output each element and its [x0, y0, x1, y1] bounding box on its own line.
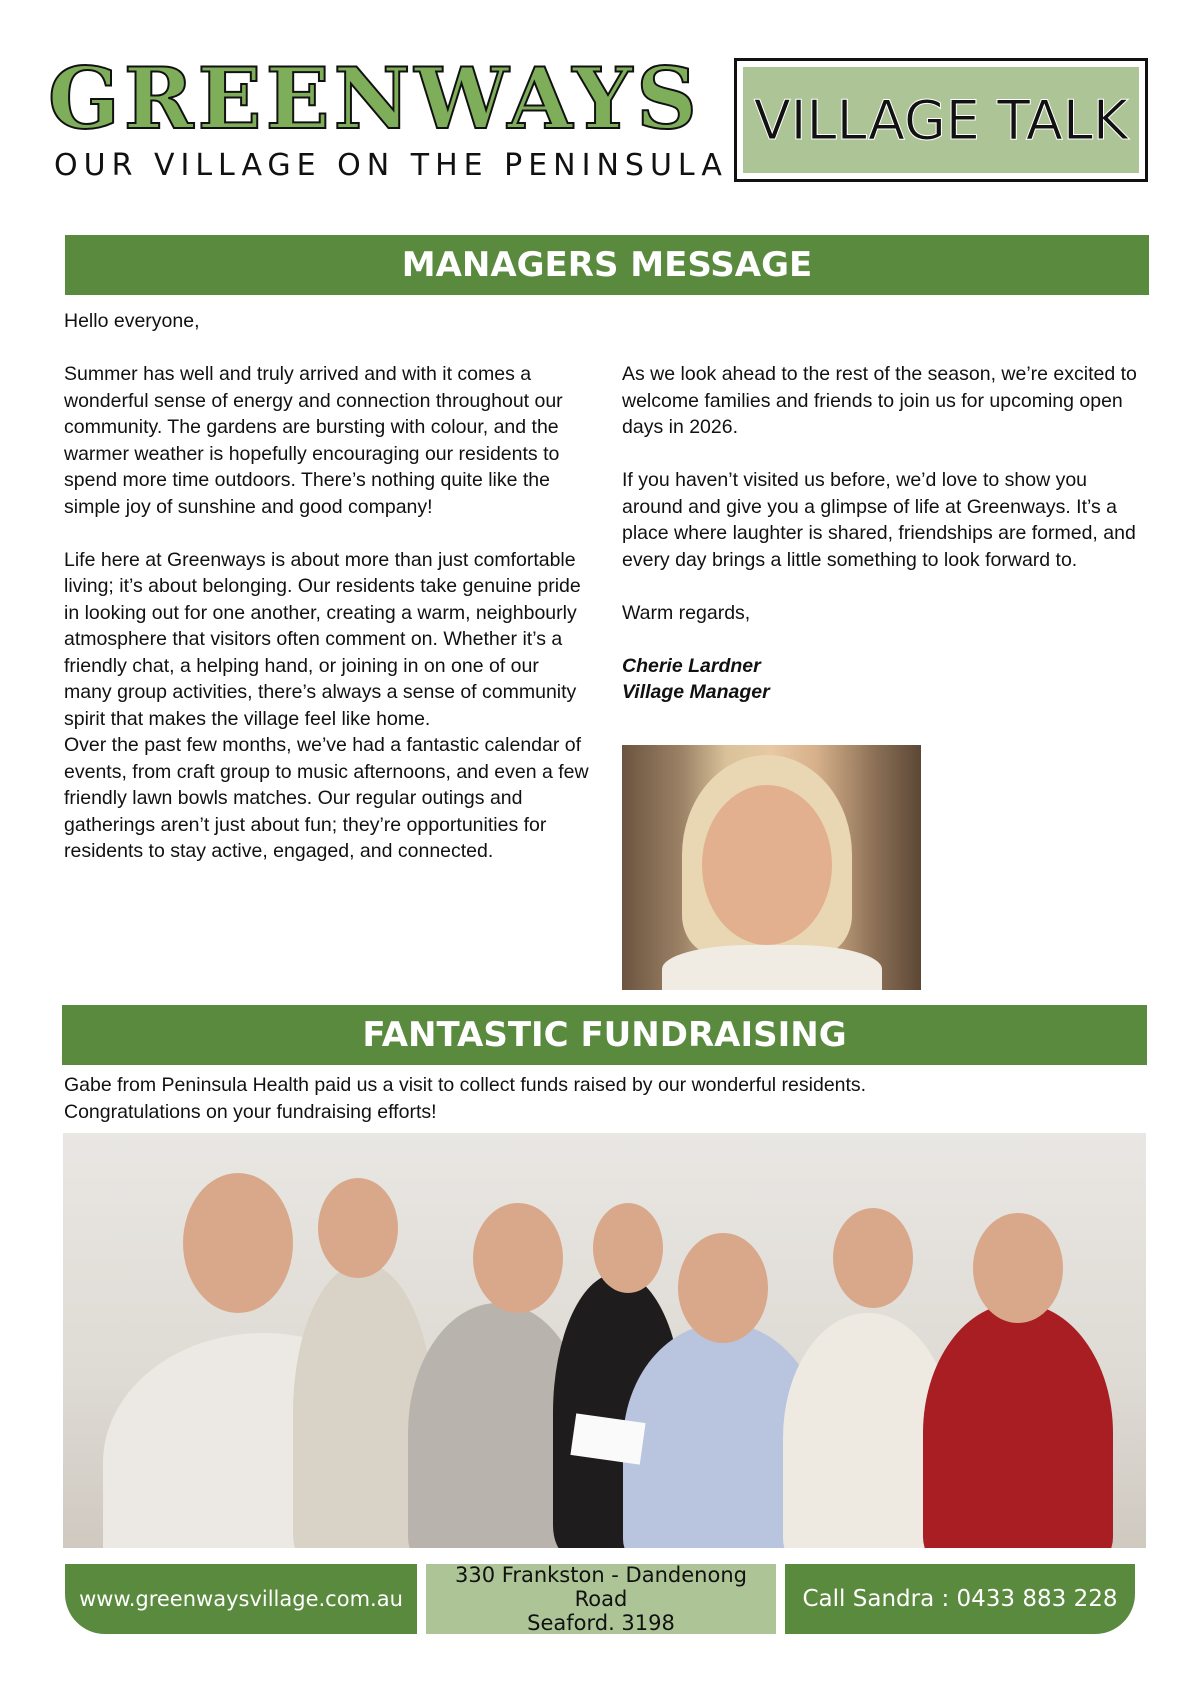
address-line: 330 Frankston - Dandenong Road: [455, 1563, 747, 1611]
publication-title: VILLAGE TALK: [743, 67, 1139, 173]
fundraising-heading: FANTASTIC FUNDRAISING: [62, 1005, 1147, 1065]
phone-contact[interactable]: Call Sandra : 0433 883 228: [785, 1564, 1135, 1634]
address-line: Seaford. 3198: [527, 1611, 675, 1635]
managers-left-column: [64, 308, 589, 865]
paragraph: Over the past few months, we’ve had a fantastic calendar of events, from craft group to music afternoons, and even a few friendly lawn bowls matches. Our regular outings and gatherings aren’t just about fun; they’re opportunities for residents to stay active, engaged, and connected.: [64, 734, 589, 862]
fundraising-text: [64, 1072, 1144, 1125]
managers-right-column: [622, 361, 1152, 706]
address-box: [426, 1564, 776, 1634]
paragraph: Summer has well and truly arrived and with it comes a wonderful sense of energy and connection throughout our community. The gardens are bursting with colour, and the warmer weather is hopefully encouraging our residents to spend more time outdoors. There’s nothing quite like the simple joy of sunshine and good company!: [64, 363, 563, 518]
managers-message-heading: MANAGERS MESSAGE: [65, 235, 1149, 295]
tagline: OUR VILLAGE ON THE PENINSULA: [54, 148, 728, 183]
signature-title: Village Manager: [622, 681, 770, 703]
greeting: Hello everyone,: [64, 310, 200, 332]
closing: Warm regards,: [622, 601, 751, 624]
website-link[interactable]: www.greenwaysvillage.com.au: [65, 1564, 417, 1634]
signature-name: Cherie Lardner: [622, 654, 761, 677]
paragraph: If you haven’t visited us before, we’d love to show you around and give you a glimpse of life at Greenways. It’s a place where laughter is shared, friendships are formed, and every day brings a little something to look forward to.: [622, 469, 1136, 571]
fundraising-line: Gabe from Peninsula Health paid us a visit to collect funds raised by our wonderful residents.: [64, 1074, 867, 1096]
paragraph: Life here at Greenways is about more than just comfortable living; it’s about belonging. Our residents take genuine pride in looking out for one another, creating a warm, neighbourly atmosphere that visitors often comment on. Whether it’s a friendly chat, a helping hand, or joining in on one of our many group activities, there’s always a sense of community spirit that makes the village feel like home.: [64, 548, 581, 730]
paragraph: As we look ahead to the rest of the season, we’re excited to welcome families and friends to join us for upcoming open days in 2026.: [622, 363, 1137, 438]
village-talk-box: [734, 58, 1148, 182]
greenways-logo: GREENWAYS: [48, 49, 701, 148]
fundraising-group-photo: [63, 1133, 1146, 1548]
manager-photo: [622, 745, 921, 990]
fundraising-line: Congratulations on your fundraising efforts!: [64, 1100, 437, 1123]
